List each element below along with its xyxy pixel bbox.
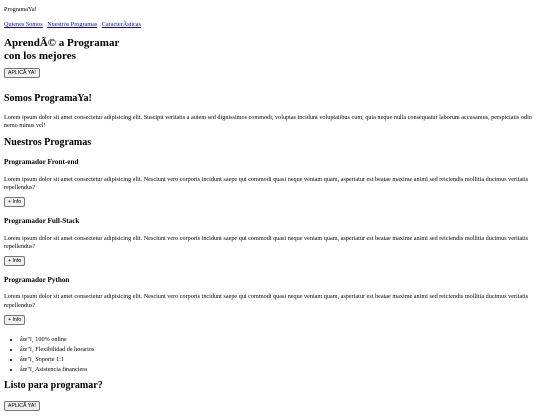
hero-title-line1: AprendÃ© a Programar xyxy=(4,36,120,49)
info-button-python[interactable]: + Info xyxy=(4,315,25,325)
list-item: • âœ”ï¸ Soporte 1:1 xyxy=(20,356,536,363)
programs-section xyxy=(4,137,536,329)
programs-title: Nuestros Programas xyxy=(4,137,92,149)
cta-apply-button[interactable]: APLICÃ YA! xyxy=(4,401,40,411)
hero-title-line2: con los mejores xyxy=(4,49,76,62)
program-text: Lorem ipsum dolor sit amet consectetur adipisicing elit. Nesciunt vero corporis incidunt saepe qui commodi quasi neque veniam quam, asperiatur est beatae maxime animi sed reiciendis mollitia ducimus veritatis repellendus? xyxy=(4,175,529,191)
info-button-full-stack[interactable]: + Info xyxy=(4,256,25,266)
list-item: • âœ”ï¸ 100% online xyxy=(20,336,536,343)
hero-apply-button[interactable]: APLICÃ YA! xyxy=(4,68,40,78)
program-item-full-stack xyxy=(4,217,536,271)
list-item: • âœ”ï¸ Flexibilidad de horarios xyxy=(20,346,536,353)
list-item: • âœ”ï¸ Asistencia financiera xyxy=(20,366,536,373)
features-list xyxy=(4,336,536,374)
info-button-front-end[interactable]: + Info xyxy=(4,197,25,207)
main-nav xyxy=(4,21,536,28)
hero-title xyxy=(4,37,536,62)
program-title: Programador Full-Stack xyxy=(4,217,80,226)
hero-section xyxy=(4,37,536,86)
about-title: Somos ProgramaYa! xyxy=(4,93,92,105)
program-item-python xyxy=(4,276,536,330)
nav-link-quienes-somos[interactable]: Quienes Somos xyxy=(4,21,43,29)
nav-link-caracteristicas[interactable]: CaracterÃsticas xyxy=(101,21,141,29)
cta-title: Listo para programar? xyxy=(4,380,103,392)
cta-section xyxy=(4,380,536,419)
program-text: Lorem ipsum dolor sit amet consectetur adipisicing elit. Nesciunt vero corporis incidunt saepe qui commodi quasi neque veniam quam, asperiatur est beatae maxime animi sed reiciendis mollitia ducimus veritatis repellendus? xyxy=(4,293,529,309)
about-text: Lorem ipsum dolor sit amet consectetur adipisicing elit. Suscipit veritatis a autem sed dignissimos commodi, voluptas incidunt voluptatibus cum, quia neque nulla consequatur laborum accusamus, perspiciatis odio nemo minus vel! xyxy=(4,114,532,130)
program-title: Programador Python xyxy=(4,275,70,284)
about-section xyxy=(4,93,536,130)
program-title: Programador Front-end xyxy=(4,158,79,167)
program-text: Lorem ipsum dolor sit amet consectetur adipisicing elit. Nesciunt vero corporis incidunt saepe qui commodi quasi neque veniam quam, asperiatur est beatae maxime animi sed reiciendis mollitia ducimus veritatis repellendus? xyxy=(4,234,529,250)
brand-name: ProgramaYa! xyxy=(4,6,37,13)
program-item-front-end xyxy=(4,158,536,212)
nav-link-nuestros-programas[interactable]: Nuestros Programas xyxy=(47,21,98,29)
